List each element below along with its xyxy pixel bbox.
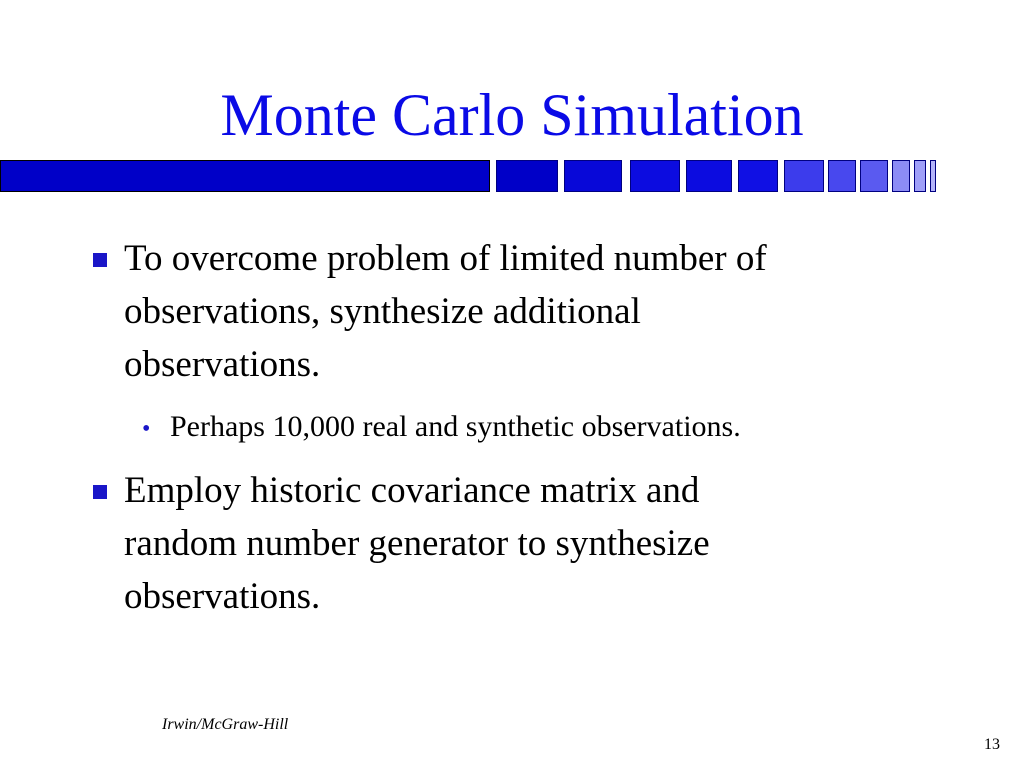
page-number: 13: [984, 736, 1000, 753]
bullet-line: Employ historic covariance matrix and: [124, 470, 700, 511]
bullet-square-icon: [93, 253, 107, 267]
footer-publisher: Irwin/McGraw-Hill: [162, 716, 289, 733]
bullet-line: random number generator to synthesize: [124, 523, 710, 564]
sub-bullet-item: Perhaps 10,000 real and synthetic observations.: [170, 410, 741, 443]
bullet-item: [124, 464, 1004, 623]
bullet-square-icon: [93, 485, 107, 499]
bullet-line: To overcome problem of limited number of: [124, 238, 767, 279]
bullet-line: observations, synthesize additional: [124, 291, 641, 332]
slide-title-text: Monte Carlo Simulation: [220, 82, 804, 148]
sub-bullet-dot-icon: •: [142, 416, 151, 442]
bullet-item: [124, 232, 1004, 391]
bullet-line: observations.: [124, 576, 321, 617]
bullet-line: observations.: [124, 344, 321, 385]
